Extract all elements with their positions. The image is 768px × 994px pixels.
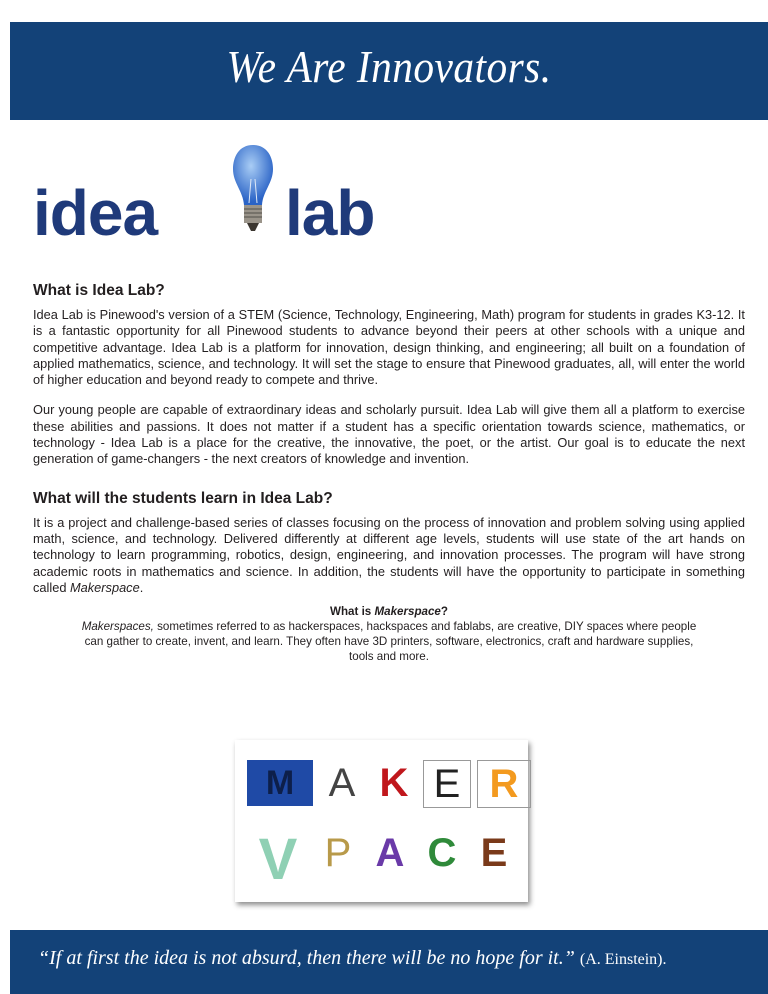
makerspace-callout bbox=[33, 604, 745, 664]
section-heading-what-will-students-learn: What will the students learn in Idea Lab? bbox=[33, 489, 333, 507]
paragraph: Idea Lab is Pinewood's version of a STEM (Science, Technology, Engineering, Math) program for students in grades K3-12. It is a fantastic opportunity for all Pinewood students to advance beyond their peers at other schools with a unique and competitive advantage. Idea Lab is a platform for innovation, design thinking, and engineering; all built on a foundation of applied mathematics, science, and technology. It will set the stage to ensure that Pinewood graduates, all, will enter the world of higher education and beyond ready to compete and thrive. bbox=[33, 307, 745, 388]
makerspace-term: Makerspace bbox=[70, 579, 140, 595]
image-row-space bbox=[247, 827, 517, 892]
letter-block: P bbox=[324, 831, 352, 875]
idea-lab-logo bbox=[33, 140, 413, 249]
paragraph bbox=[33, 515, 745, 596]
quote-attribution: (A. Einstein). bbox=[579, 951, 667, 968]
paragraph: Our young people are capable of extraordinary ideas and scholarly pursuit. Idea Lab will give them all a platform to exercise these abilities and passions. It does not matter if a student has a specific orientation towards science, mathematics, or technology - Idea Lab is a place for the creative, the innovative, the poet, or the artist. Our goal is to educate the next generation of game-changers - the next creators of knowledge and invention. bbox=[33, 402, 745, 467]
header-banner bbox=[10, 22, 768, 120]
einstein-quote bbox=[38, 947, 667, 970]
logo-word-idea: idea bbox=[33, 177, 158, 249]
letter-block: E bbox=[423, 760, 471, 808]
footer-quote-banner bbox=[10, 930, 768, 994]
makerspace-heading: What is Makerspace? bbox=[330, 605, 448, 619]
letter-block: V bbox=[258, 827, 298, 892]
page-title: We Are Innovators. bbox=[226, 41, 552, 92]
paragraph-end: . bbox=[139, 579, 144, 595]
paragraph-text: It is a project and challenge-based series of classes focusing on the process of innovation and problem solving using applied math, science, and technology. Delivered differently at different age levels, students will use state of the art hands on technology to learn programming, robotics, design, engineering, and innovation processes. The program will have strong academic roots in mathematics and science. In addition, the students will have the opportunity to participate in something called bbox=[33, 514, 745, 595]
quote-text: “If at first the idea is not absurd, then there will be no hope for it.” bbox=[38, 947, 575, 969]
section-heading-what-is-idea-lab: What is Idea Lab? bbox=[33, 282, 165, 299]
letter-block: K bbox=[379, 761, 409, 805]
lightbulb-icon bbox=[231, 143, 275, 235]
letter-block: A bbox=[375, 831, 405, 875]
letter-block: E bbox=[480, 831, 508, 875]
makerspace-image bbox=[235, 740, 528, 902]
main-content bbox=[33, 282, 745, 664]
logo-word-lab: lab bbox=[285, 177, 375, 249]
letter-block: C bbox=[427, 831, 457, 875]
makerspace-definition: Makerspaces, sometimes referred to as hackerspaces, hackspaces and fablabs, are creative, DIY spaces where people can gather to create, invent, and learn. They often have 3D printers, software, electronics, craft and hardware supplies, tools and more. bbox=[81, 620, 697, 664]
letter-block: A bbox=[328, 761, 356, 805]
image-row-maker bbox=[247, 760, 531, 808]
letter-block: M bbox=[247, 760, 313, 806]
letter-block: R bbox=[477, 760, 531, 808]
